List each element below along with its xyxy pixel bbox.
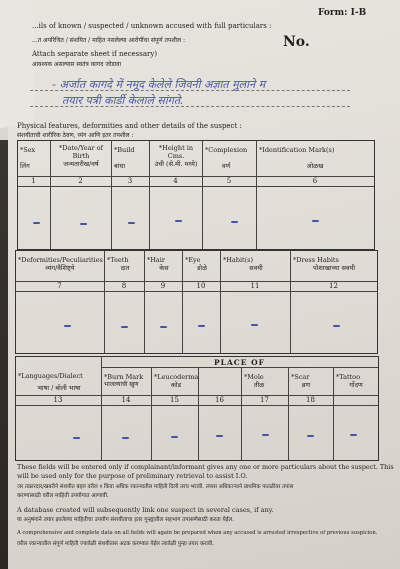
attach-note-en: Attach separate sheet if necessary) xyxy=(32,50,158,58)
col-number: 15 xyxy=(170,396,179,404)
col-divider xyxy=(288,367,289,460)
row-divider xyxy=(15,405,378,406)
footer-note-mr-2: करण्यासाठी वरील माहिती उपयोगात आणावी. xyxy=(17,493,109,499)
dash-mark xyxy=(307,435,314,437)
handwritten-note-line1: - अर्जात कागदे में नमूद केलेले जिवनी अज्ञात मुलाने म xyxy=(52,78,266,91)
physical-features-title-en: Physical features, deformities and other details of the suspect : xyxy=(17,122,242,130)
dash-mark xyxy=(73,437,80,439)
col-divider xyxy=(101,356,102,460)
header-mole: *Mole तीळ xyxy=(244,373,265,389)
col-divider xyxy=(104,250,105,353)
col-divider xyxy=(202,140,203,249)
dash-mark xyxy=(262,434,269,436)
col-divider xyxy=(220,250,221,353)
form-id: Form: I-B xyxy=(318,8,367,18)
col-divider xyxy=(256,140,257,249)
header-build: *Build बांधा xyxy=(114,146,135,170)
col-number: 10 xyxy=(196,282,206,290)
header-burn-mark: *Burn Mark भाजल्याची खुण xyxy=(104,373,144,388)
col-number: 2 xyxy=(78,177,83,185)
col-number: 6 xyxy=(312,177,318,185)
header-complexion: *Complexion वर्ण xyxy=(205,146,248,170)
col-divider xyxy=(151,367,152,460)
dash-mark xyxy=(80,223,87,225)
footer-database-en: A database created will subsequently link one suspect in several cases, if any. xyxy=(17,506,274,514)
col-number: 12 xyxy=(329,282,338,290)
dash-mark xyxy=(198,325,205,327)
header-dob: *Date/Year of Birth जन्मतारीख/वर्ष xyxy=(59,144,103,168)
physical-features-title-mr: संशयीताची शारीरिक ठेवण, व्यंग आणि इतर तपशील : xyxy=(17,132,134,139)
header-line-mr: ...त अपरिचित / संशयित / माहित नसलेल्या आरोपींचा संपूर्ण तपशील : xyxy=(32,37,185,44)
footer-note-en-1: These fields will be entered only if complainant/informant gives any one or more particulars about the suspect. This xyxy=(17,463,394,471)
form-number-label: No. xyxy=(283,34,310,50)
col-number: 4 xyxy=(173,177,178,185)
col-divider xyxy=(111,140,112,249)
col-number: 18 xyxy=(306,396,315,404)
attach-note-mr: आवश्यक असल्यास स्वतंत्र कागद जोडावा xyxy=(32,61,121,68)
col-divider xyxy=(333,367,334,460)
header-teeth: *Teeth दात xyxy=(107,256,130,272)
col-divider xyxy=(182,250,183,353)
header-eye: *Eye डोळे xyxy=(185,256,208,272)
dash-mark xyxy=(128,222,135,224)
footer-note-en-2: will be used only for the purpose of preliminary retrieval to assist I.O. xyxy=(17,472,248,480)
row-divider xyxy=(101,367,378,368)
header-sex: *Sex लिंग xyxy=(20,146,36,170)
col-number: 13 xyxy=(53,396,63,404)
adjacent-page-corner xyxy=(0,0,34,130)
col-number: 1 xyxy=(31,177,36,185)
footer-note-mr-1: जर तक्रारदार/खबरीने संशयीत बद्दल वरील १ किंवा अधिक रकान्यातील माहिती दिली तरच भरावी. तपास अधिकाऱ्याने प्राथमिक पातळीवर तपास xyxy=(17,484,294,490)
col-number: 9 xyxy=(160,282,166,290)
col-number: 16 xyxy=(215,396,224,404)
col-number: 5 xyxy=(226,177,232,185)
header-line-en: ...ils of known / suspected / unknown accused with full particulars : xyxy=(32,22,272,30)
dash-mark xyxy=(251,324,258,326)
col-number: 14 xyxy=(121,396,131,404)
header-height: *Height in Cms. उंची (से.मी. मध्ये) xyxy=(154,144,198,168)
col-number: 7 xyxy=(57,282,62,290)
header-deformities: *Deformities/Peculiarities व्यंग/वैशिष्ट्ये xyxy=(18,256,103,272)
place-of-heading: PLACE OF xyxy=(214,358,265,367)
header-tattoo: *Tattoo गोंदण xyxy=(336,373,363,389)
footer-arrest-en: A comprehensive and complete data on all fields will again be prepared when any accused is arrested irrespective of previous suspicion. xyxy=(17,530,378,536)
header-dress-habits: *Dress Habits पोशाखाच्या सवयी xyxy=(293,256,356,272)
row-divider xyxy=(17,186,374,187)
dash-mark xyxy=(216,435,223,437)
col-divider xyxy=(144,250,145,353)
col-number: 11 xyxy=(250,282,260,290)
col-divider xyxy=(290,250,291,353)
col-divider xyxy=(50,140,51,249)
col-number: 17 xyxy=(260,396,269,404)
dash-mark xyxy=(231,221,238,223)
dash-mark xyxy=(171,436,178,438)
dash-mark xyxy=(333,325,340,327)
col-divider xyxy=(149,140,150,249)
header-leucoderma: *Leucoderma कोड xyxy=(154,373,199,389)
footer-arrest-mr: वरील रकान्यातील संपूर्ण माहिती ज्यावेळी संशयीतास अटक करण्यात येईल त्यावेळी पुन्हा तयार करावी. xyxy=(17,541,214,547)
header-scar: *Scar व्रण xyxy=(291,373,311,389)
header-hair: *Hair केस xyxy=(147,256,169,272)
header-languages: *Languages/Dialect भाषा / बोली भाषा xyxy=(18,372,83,392)
header-identification-marks: *Identification Mark(s) ओळख xyxy=(259,146,335,170)
dash-mark xyxy=(312,220,319,222)
footer-database-mr: या अनुषंगाने तयार झालेल्या माहितीचा उपयोग संशयीताचा इतर गुन्ह्यातील सहभाग तपासणेसाठी करता येईल. xyxy=(17,517,235,523)
dash-mark xyxy=(121,326,128,328)
dash-mark xyxy=(64,325,71,327)
col-divider xyxy=(241,367,242,460)
header-habits: *Habit(s) सवयी xyxy=(223,256,263,272)
col-divider xyxy=(198,367,199,460)
col-number: 8 xyxy=(121,282,127,290)
dash-mark xyxy=(33,222,40,224)
col-number: 3 xyxy=(127,177,133,185)
handwritten-note-line2: तयार पत्री कार्डी केलाले सांगते. xyxy=(62,94,184,107)
dash-mark xyxy=(160,326,167,328)
dash-mark xyxy=(175,220,182,222)
row-divider xyxy=(15,291,377,292)
dash-mark xyxy=(122,437,129,439)
dash-mark xyxy=(350,434,357,436)
